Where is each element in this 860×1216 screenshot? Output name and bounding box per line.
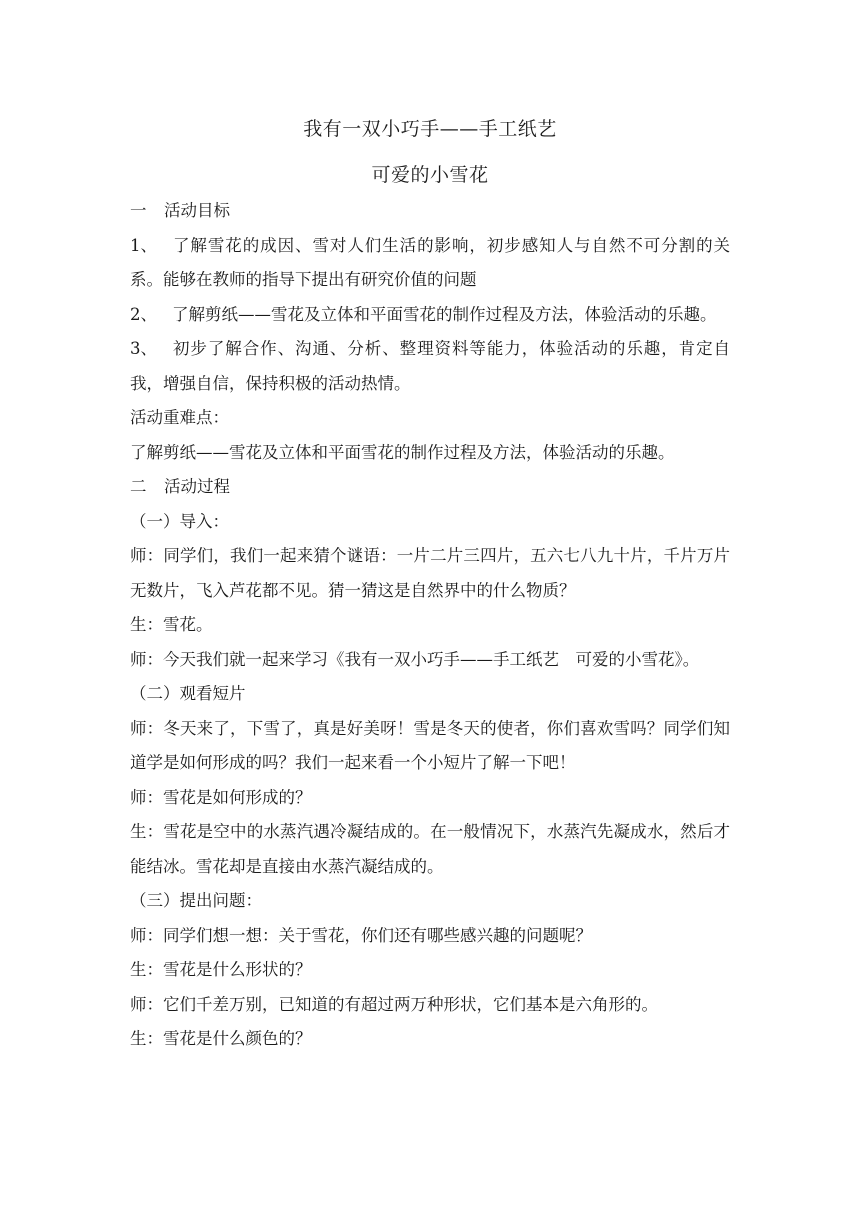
section-heading-process xyxy=(130,470,730,505)
paragraph: 生：雪花是什么形状的？ xyxy=(130,960,312,979)
paragraph: （一）导入： xyxy=(130,511,229,531)
paragraph: （三）提出问题： xyxy=(130,891,262,910)
paragraph: 生：雪花是空中的水蒸汽遇冷凝结成的。在一般情况下，水蒸汽先凝成水，然后才能结冰。雪花却是直接由水蒸汽凝结成的。 xyxy=(130,822,730,876)
section-heading-goals xyxy=(130,194,730,229)
paragraph: 师：今天我们就一起来学习《我有一双小巧手——手工纸艺 可爱的小雪花》。 xyxy=(130,649,700,669)
goal-item xyxy=(130,332,730,401)
goal-item xyxy=(130,298,730,333)
goal-number: 1、 xyxy=(130,235,157,255)
section-number: 一 xyxy=(130,201,147,220)
paragraph: 师：它们千差万别，已知道的有超过两万种形状，它们基本是六角形的。 xyxy=(130,994,658,1014)
section-label: 活动目标 xyxy=(164,201,230,220)
section-number: 二 xyxy=(130,477,147,496)
goal-text: 了解剪纸——雪花及立体和平面雪花的制作过程及方法，体验活动的乐趣。 xyxy=(172,304,717,324)
key-points-label: 活动重难点： xyxy=(130,408,229,427)
goal-text: 初步了解合作、沟通、分析、整理资料等能力，体验活动的乐趣，肯定自我，增强自信，保持积极的活动热情。 xyxy=(130,339,730,393)
goal-number: 3、 xyxy=(130,339,157,358)
paragraph: 师：同学们想一想：关于雪花，你们还有哪些感兴趣的问题呢？ xyxy=(130,925,592,945)
paragraph: 师：雪花是如何形成的？ xyxy=(130,787,312,807)
goal-text: 了解雪花的成因、雪对人们生活的影响，初步感知人与自然不可分割的关系。能够在教师的指导下提出有研究价值的问题 xyxy=(130,235,730,289)
document-subtitle: 可爱的小雪花 xyxy=(371,164,489,186)
paragraph: 生：雪花。 xyxy=(130,615,213,634)
key-points-text: 了解剪纸——雪花及立体和平面雪花的制作过程及方法，体验活动的乐趣。 xyxy=(130,442,675,462)
document-title: 我有一双小巧手——手工纸艺 xyxy=(303,118,557,140)
paragraph: （二）观看短片 xyxy=(130,684,246,703)
goal-item xyxy=(130,229,730,298)
goal-number: 2、 xyxy=(130,304,157,324)
paragraph: 生：雪花是什么颜色的？ xyxy=(130,1029,312,1048)
section-label: 活动过程 xyxy=(164,477,230,496)
paragraph: 师：冬天来了，下雪了，真是好美呀！雪是冬天的使者，你们喜欢雪吗？同学们知道学是如何形成的吗？我们一起来看一个小短片了解一下吧！ xyxy=(130,718,730,772)
document-body xyxy=(130,194,730,1057)
paragraph: 师：同学们，我们一起来猜个谜语：一片二片三四片，五六七八九十片，千片万片无数片，飞入芦花都不见。猜一猜这是自然界中的什么物质？ xyxy=(130,546,730,600)
document-content xyxy=(130,112,730,1057)
